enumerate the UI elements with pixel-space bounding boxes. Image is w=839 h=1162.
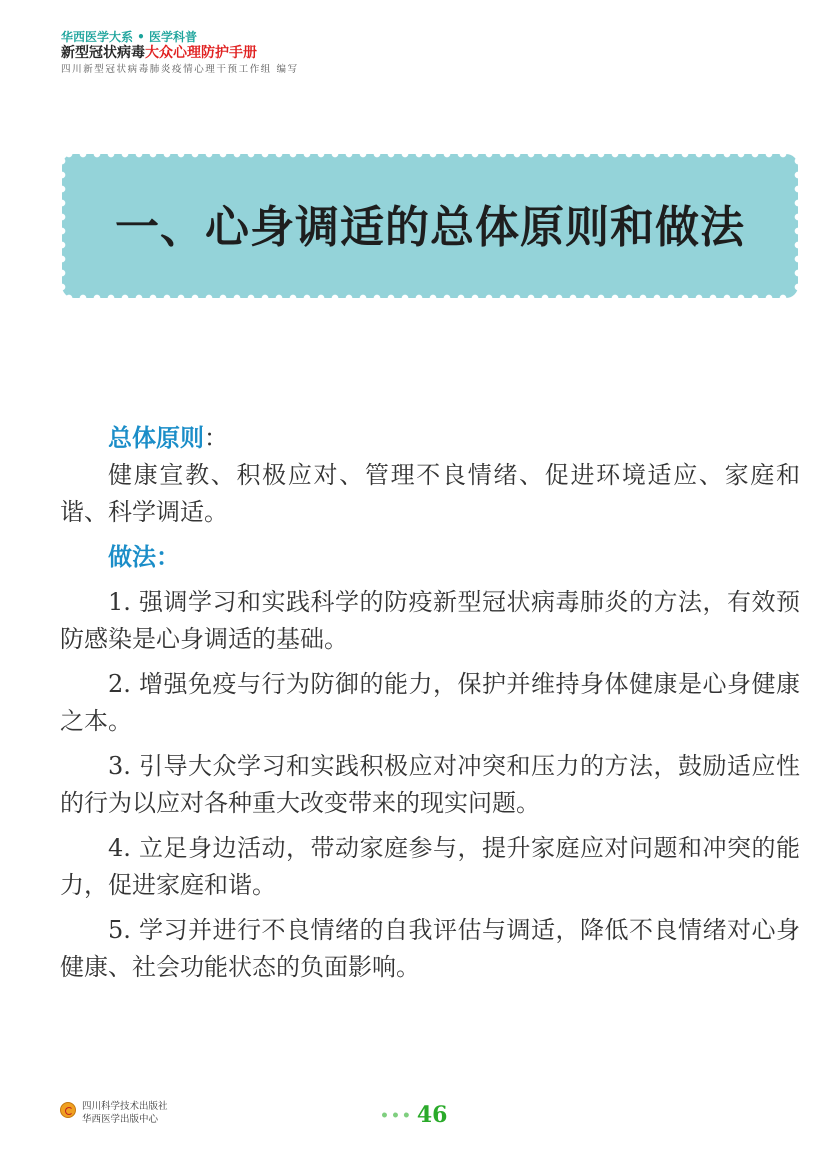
method-item: 5. 学习并进行不良情绪的自我评估与调适，降低不良情绪对心身健康、社会功能状态的负面影响。	[60, 916, 800, 981]
method-item: 2. 增强免疫与行为防御的能力，保护并维持身体健康是心身健康之本。	[60, 670, 800, 735]
method-item: 4. 立足身边活动，带动家庭参与，提升家庭应对问题和冲突的能力，促进家庭和谐。	[60, 834, 800, 899]
method-item: 1. 强调学习和实践科学的防疫新型冠状病毒肺炎的方法，有效预防感染是心身调适的基础。	[60, 588, 800, 653]
principles-heading-line	[60, 419, 800, 457]
principles-text: 健康宣教、积极应对、管理不良情绪、促进环境适应、家庭和谐、科学调适。	[60, 461, 800, 526]
principles-heading: 总体原则	[108, 423, 204, 452]
byline: 四川新型冠状病毒肺炎疫情心理干预工作组 编写	[61, 64, 299, 75]
book-title	[61, 45, 299, 62]
series-name: 华西医学大系 • 医学科普	[61, 30, 198, 44]
publisher-line-1: 四川科学技术出版社	[82, 1101, 168, 1112]
publisher-logo-icon	[60, 1102, 76, 1118]
publisher-line-2: 华西医学出版中心	[82, 1114, 159, 1125]
publisher-names	[82, 1100, 168, 1126]
page-number: 46	[416, 1102, 448, 1128]
methods-heading: 做法：	[108, 542, 180, 571]
principles-colon: ：	[204, 424, 228, 452]
book-title-prefix: 新型冠状病毒	[61, 45, 145, 61]
methods-heading-line	[60, 538, 800, 576]
page-header	[61, 30, 299, 77]
chapter-banner	[62, 154, 798, 298]
page-dots-icon: •••	[380, 1108, 413, 1124]
main-content	[60, 419, 800, 986]
book-title-highlight: 大众心理防护手册	[145, 45, 257, 61]
chapter-title: 一、心身调适的总体原则和做法	[115, 202, 745, 253]
method-item: 3. 引导大众学习和实践积极应对冲突和压力的方法，鼓励适应性的行为以应对各种重大改变带来的现实问题。	[60, 752, 800, 817]
page-number-block	[380, 1102, 447, 1129]
